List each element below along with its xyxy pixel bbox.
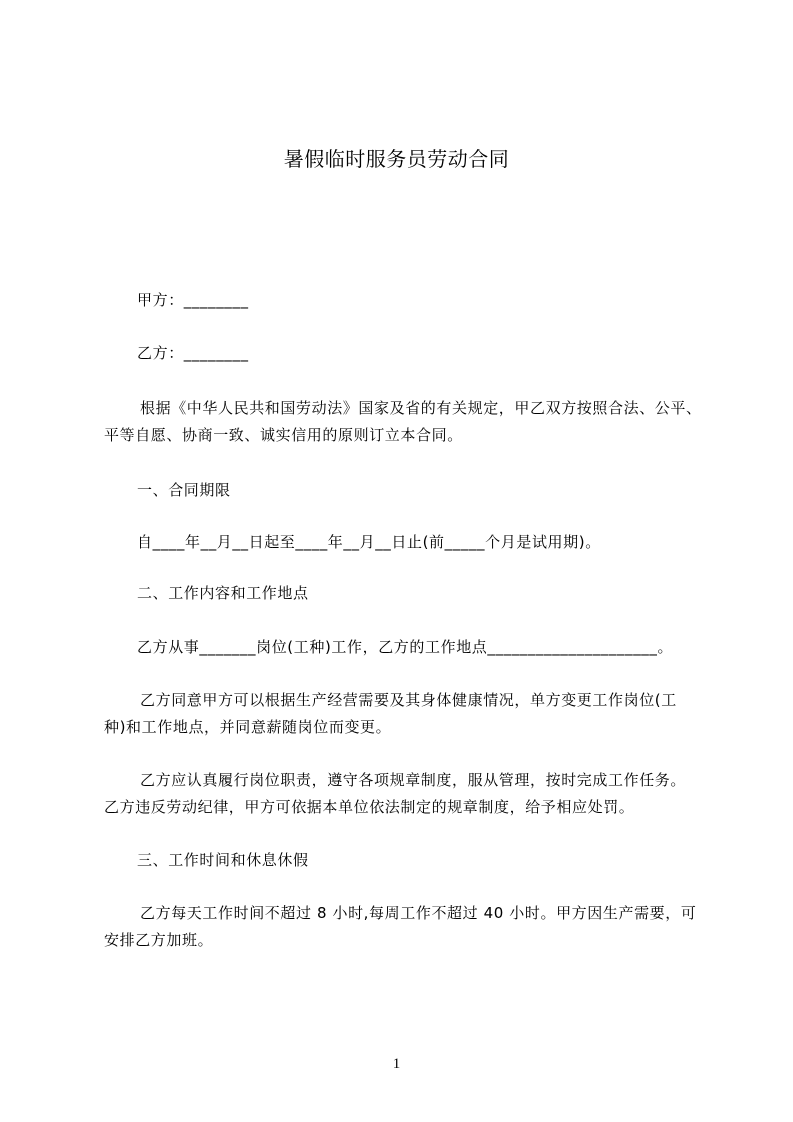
section2-heading: 二、工作内容和工作地点 — [137, 584, 309, 602]
section2-p2-line-2: 种)和工作地点，并同意薪随岗位而变更。 — [104, 718, 392, 736]
section3-heading: 三、工作时间和休息休假 — [137, 851, 309, 869]
section1-heading: 一、合同期限 — [137, 481, 231, 499]
party-b-line: 乙方：________ — [137, 344, 249, 362]
section2-p3-line-1: 乙方应认真履行岗位职责，遵守各项规章制度，服从管理，按时完成工作任务。 — [140, 771, 687, 789]
document-title: 暑假临时服务员劳动合同 — [283, 147, 510, 171]
section2-p3-line-2: 乙方违反劳动纪律，甲方可依据本单位依法制定的规章制度，给予相应处罚。 — [104, 798, 635, 816]
section3-p1-line-1: 乙方每天工作时间不超过 8 小时,每周工作不超过 40 小时。甲方因生产需要，可 — [140, 904, 697, 922]
intro-line-2: 平等自愿、协商一致、诚实信用的原则订立本合同。 — [104, 426, 463, 444]
party-a-line: 甲方：________ — [137, 291, 249, 309]
section1-text: 自____年__月__日起至____年__月__日止(前_____个月是试用期)。 — [137, 533, 601, 551]
section3-p1-line-2: 安排乙方加班。 — [104, 931, 214, 949]
page-number: 1 — [392, 1056, 401, 1072]
intro-line-1: 根据《中华人民共和国劳动法》国家及省的有关规定，甲乙双方按照合法、公平、 — [140, 399, 702, 417]
section2-p1: 乙方从事_______岗位(工种)工作，乙方的工作地点_____________________。 — [137, 638, 674, 656]
section2-p2-line-1: 乙方同意甲方可以根据生产经营需要及其身体健康情况，单方变更工作岗位(工 — [140, 691, 677, 709]
